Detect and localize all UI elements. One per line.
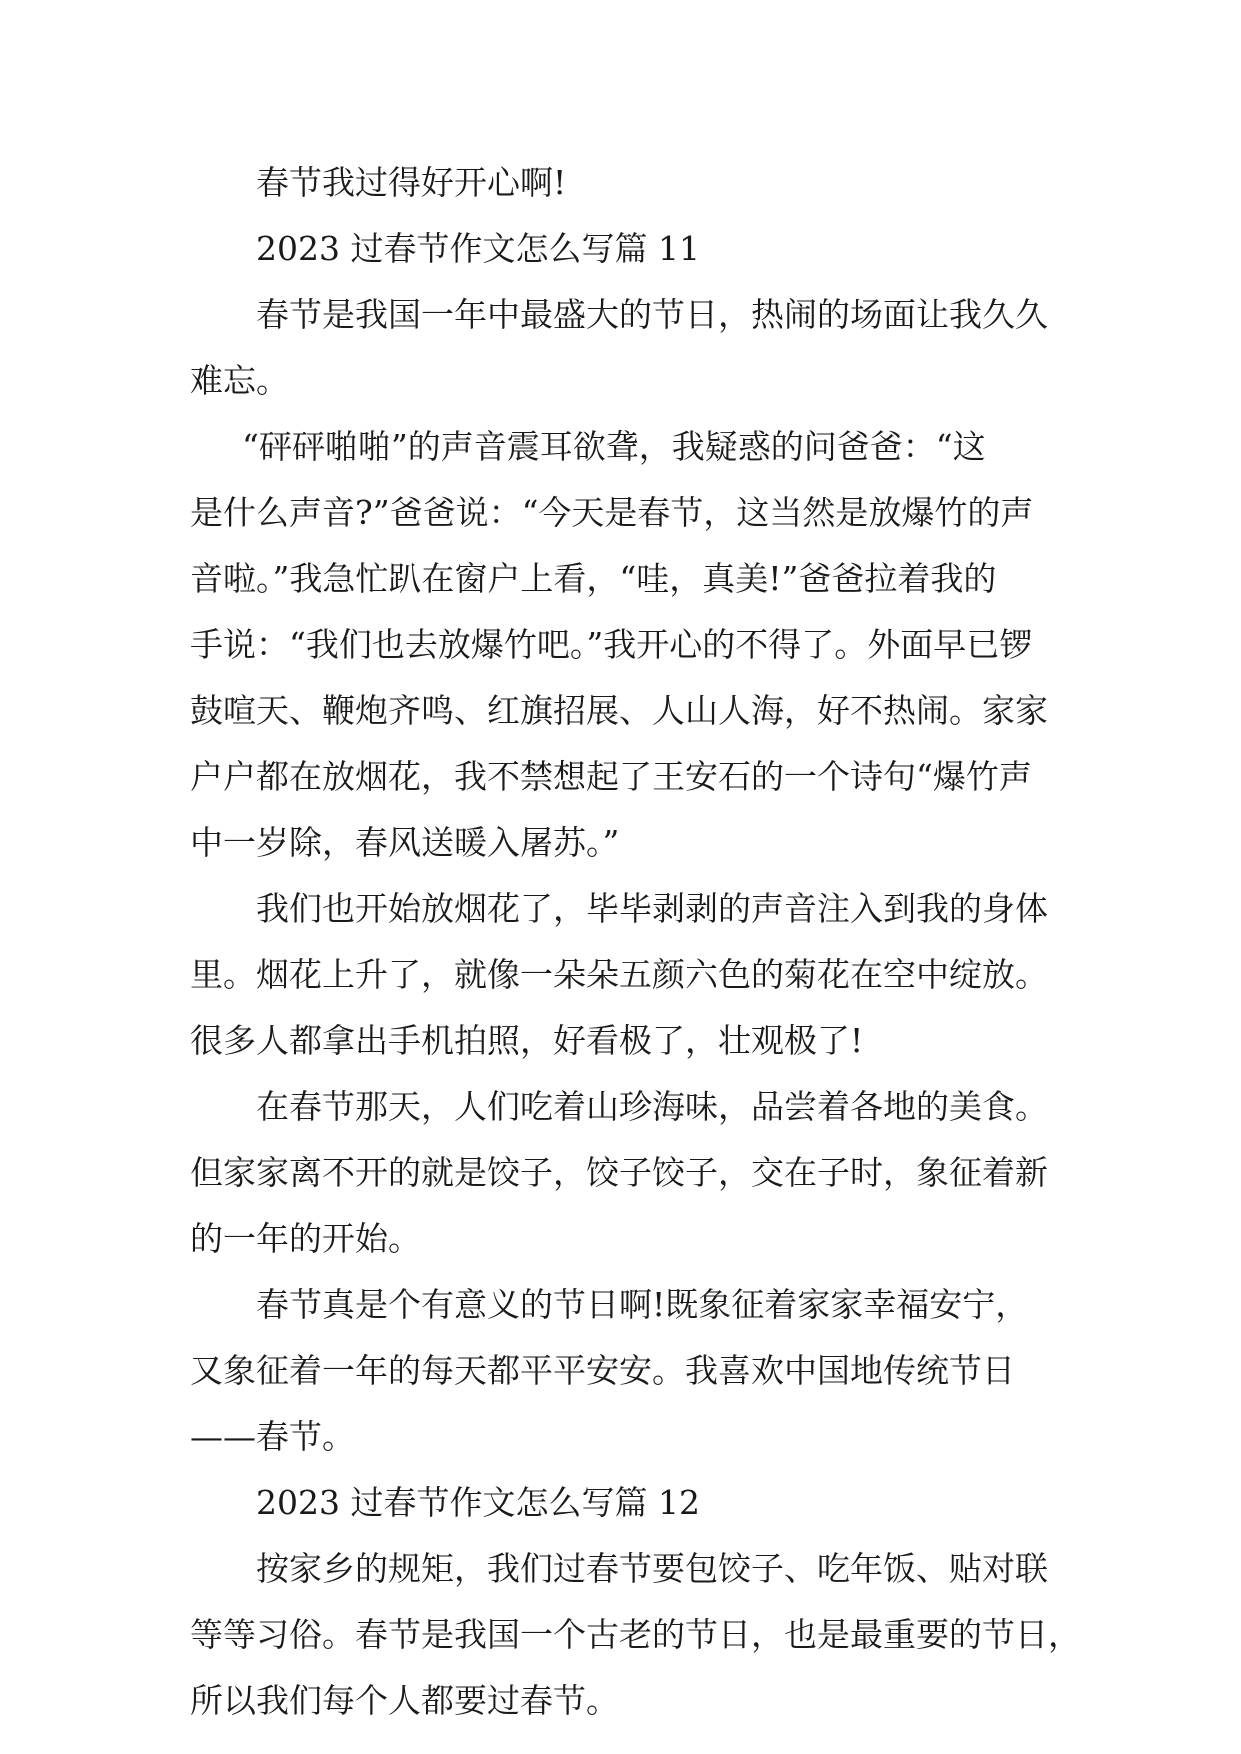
- section-heading: 2023 过春节作文怎么写篇 11: [256, 229, 700, 268]
- paragraph-line: 我们也开始放烟花了，毕毕剥剥的声音注入到我的身体: [256, 889, 1048, 928]
- paragraph-line: 鼓喧天、鞭炮齐鸣、红旗招展、人山人海，好不热闹。家家: [190, 691, 1048, 730]
- paragraph-line: 难忘。: [190, 361, 289, 400]
- paragraph-line: 但家家离不开的就是饺子，饺子饺子，交在子时，象征着新: [190, 1153, 1048, 1192]
- paragraph-line: 是什么声音?”爸爸说：“今天是春节，这当然是放爆竹的声: [190, 493, 1034, 532]
- paragraph-line: 中一岁除，春风送暖入屠苏。”: [190, 823, 620, 862]
- paragraph-line: 的一年的开始。: [190, 1219, 421, 1258]
- paragraph-line: 春节真是个有意义的节日啊!既象征着家家幸福安宁，: [256, 1285, 1029, 1324]
- paragraph-line: 很多人都拿出手机拍照，好看极了，壮观极了!: [190, 1021, 864, 1060]
- section-heading: 2023 过春节作文怎么写篇 12: [256, 1483, 700, 1522]
- paragraph-line: 春节是我国一年中最盛大的节日，热闹的场面让我久久: [256, 295, 1048, 334]
- paragraph-line: 等等习俗。春节是我国一个古老的节日，也是最重要的节日，: [190, 1615, 1081, 1654]
- paragraph-line: 里。烟花上升了，就像一朵朵五颜六色的菊花在空中绽放。: [190, 955, 1048, 994]
- paragraph-line: 所以我们每个人都要过春节。: [190, 1681, 619, 1720]
- paragraph-line: ——春节。: [190, 1417, 355, 1456]
- paragraph-line: 按家乡的规矩，我们过春节要包饺子、吃年饭、贴对联: [256, 1549, 1048, 1588]
- paragraph-line: 户户都在放烟花，我不禁想起了王安石的一个诗句“爆竹声: [190, 757, 1032, 796]
- paragraph-line: 音啦。”我急忙趴在窗户上看，“哇，真美!”爸爸拉着我的: [190, 559, 997, 598]
- paragraph-line: 又象征着一年的每天都平平安安。我喜欢中国地传统节日: [190, 1351, 1015, 1390]
- paragraph-line: 春节我过得好开心啊!: [256, 163, 567, 202]
- paragraph-line: “砰砰啪啪”的声音震耳欲聋，我疑惑的问爸爸：“这: [242, 427, 986, 466]
- paragraph-line: 在春节那天，人们吃着山珍海味，品尝着各地的美食。: [256, 1087, 1048, 1126]
- paragraph-line: 手说：“我们也去放爆竹吧。”我开心的不得了。外面早已锣: [190, 625, 1033, 664]
